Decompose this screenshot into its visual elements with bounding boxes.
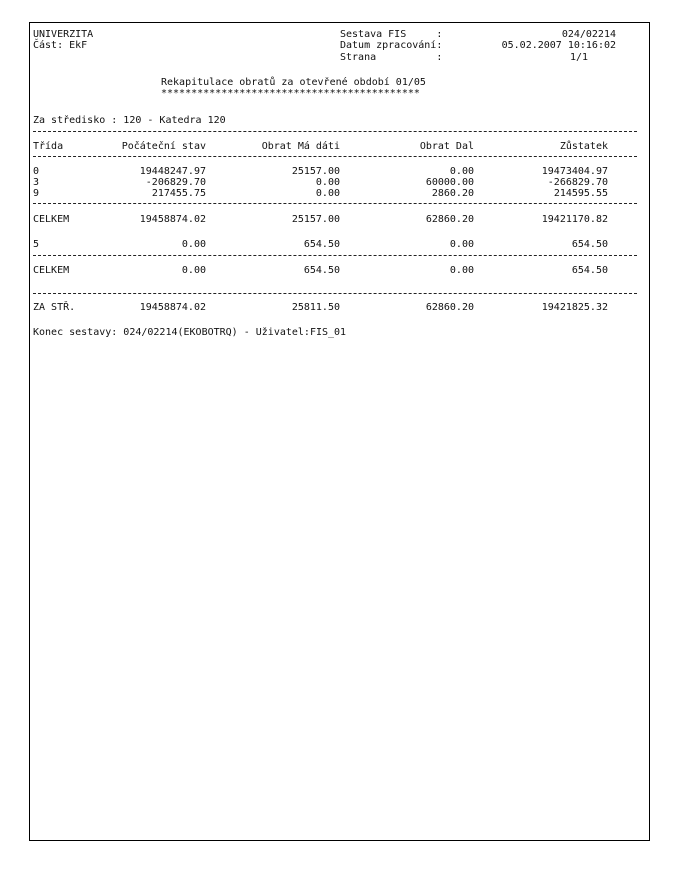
col-header-trida: Třída [33,141,64,152]
org-part: Část: EkF [33,40,88,51]
processing-date-value: 05.02.2007 10:16:02 [501,40,616,51]
total-label: CELKEM [33,265,70,276]
row-pocatecni: 19448247.97 [139,166,206,177]
total-label: CELKEM [33,214,70,225]
row-zustatek: -266829.70 [547,177,608,188]
col-header-obrat-dal: Obrat Dal [419,141,474,152]
report-id-value: 024/02214 [561,29,616,40]
org-name: UNIVERZITA [33,29,94,40]
total-zustatek: 654.50 [571,265,608,276]
row-obrat-dal: 2860.20 [431,188,474,199]
report-title: Rekapitulace obratů za otevřené období 01/05 [161,77,426,88]
title-underline: ******************************************* [161,89,420,99]
row-trida: 5 [33,239,40,250]
report-id-label: Sestava FIS : [340,29,443,40]
row-obrat-md: 0.00 [315,177,340,188]
total-zustatek: 19421170.82 [541,214,608,225]
col-header-zustatek: Zůstatek [559,141,608,152]
row-obrat-dal: 60000.00 [425,177,474,188]
grand-total-obrat-dal: 62860.20 [425,302,474,313]
row-obrat-md: 654.50 [303,239,340,250]
divider [33,131,637,132]
divider [33,203,637,204]
row-obrat-md: 0.00 [315,188,340,199]
divider [33,156,637,157]
total-obrat-dal: 0.00 [449,265,474,276]
grand-total-label: ZA STŘ. [33,302,76,313]
total-obrat-md: 25157.00 [291,214,340,225]
processing-date-label: Datum zpracování: [340,40,443,51]
row-trida: 3 [33,177,40,188]
row-obrat-md: 25157.00 [291,166,340,177]
divider [33,255,637,256]
total-obrat-md: 654.50 [303,265,340,276]
cost-center: Za středisko : 120 - Katedra 120 [33,115,226,126]
col-header-pocatecni: Počáteční stav [121,141,206,152]
page-number-label: Strana : [340,52,443,63]
grand-total-zustatek: 19421825.32 [541,302,608,313]
report-page [29,22,650,841]
total-pocatecni: 19458874.02 [139,214,206,225]
row-pocatecni: 0.00 [181,239,206,250]
grand-total-pocatecni: 19458874.02 [139,302,206,313]
report-footer: Konec sestavy: 024/02214(EKOBOTRQ) - Uživatel:FIS_01 [33,327,347,338]
grand-total-obrat-md: 25811.50 [291,302,340,313]
page-number-value: 1/1 [569,52,588,63]
row-zustatek: 19473404.97 [541,166,608,177]
total-obrat-dal: 62860.20 [425,214,474,225]
row-obrat-dal: 0.00 [449,239,474,250]
divider [33,293,637,294]
row-trida: 9 [33,188,40,199]
row-obrat-dal: 0.00 [449,166,474,177]
row-pocatecni: -206829.70 [145,177,206,188]
total-pocatecni: 0.00 [181,265,206,276]
row-trida: 0 [33,166,40,177]
col-header-obrat-md: Obrat Má dáti [261,141,340,152]
row-pocatecni: 217455.75 [151,188,206,199]
row-zustatek: 654.50 [571,239,608,250]
row-zustatek: 214595.55 [553,188,608,199]
